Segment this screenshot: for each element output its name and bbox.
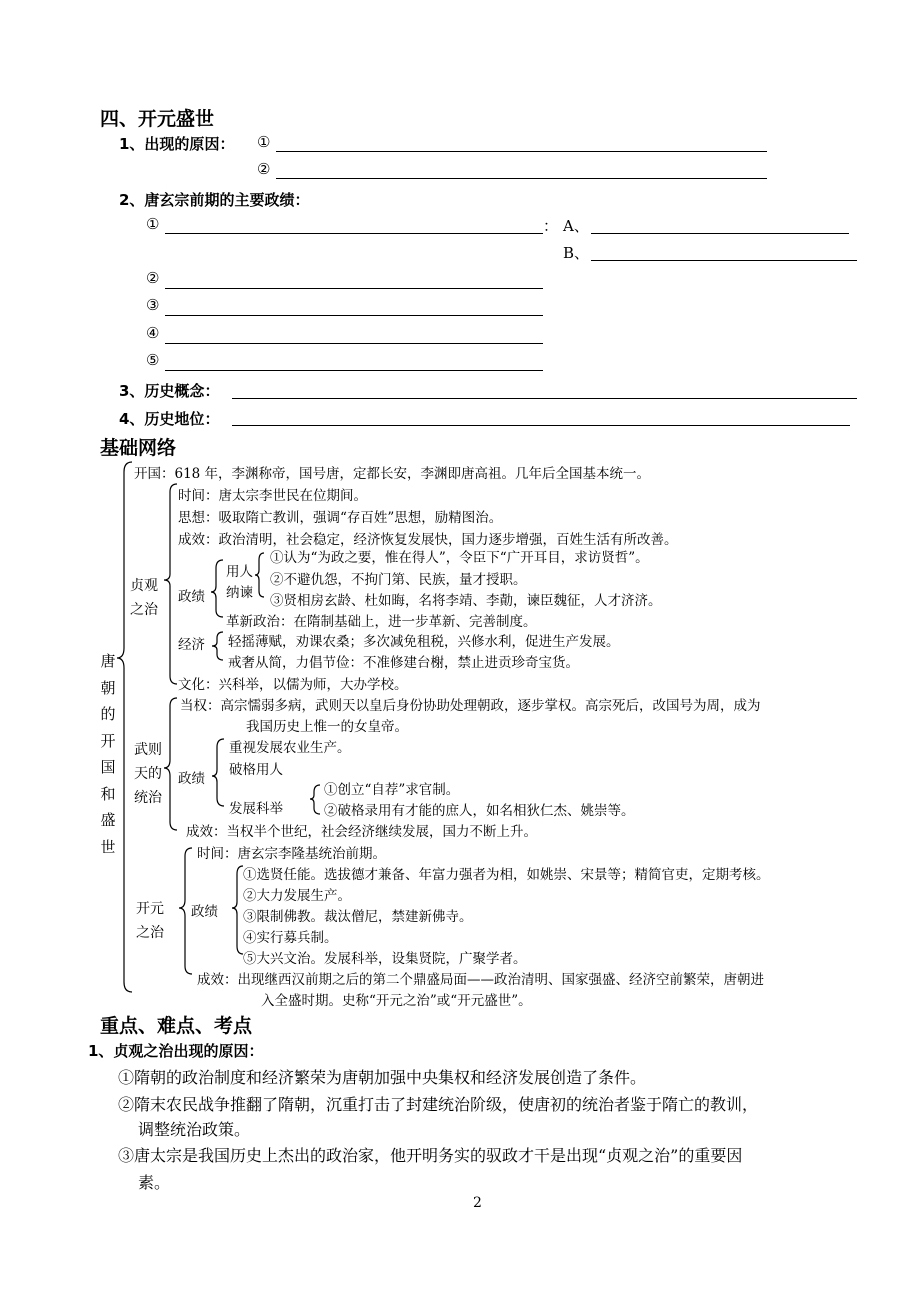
question-2-colon: ： xyxy=(543,217,559,235)
kaiyuan-policy-2: ②大力发展生产。 xyxy=(243,888,351,904)
kaiyuan-policy-4: ④实行募兵制。 xyxy=(243,930,338,946)
wuzetian-result: 成效：当权半个世纪，社会经济继续发展，国力不断上升。 xyxy=(186,824,537,840)
question-4-label: 4、历史地位： xyxy=(119,410,220,428)
wuzetian-power-1: 当权：高宗懦弱多病，武则天以皇后身份协助处理朝政，逐步掌权。高宗死后，改国号为周，成为 xyxy=(180,698,761,714)
question-1-marker-2: ② xyxy=(257,160,271,178)
zhenguan-economy-label: 经济 xyxy=(178,637,205,653)
page-number: 2 xyxy=(473,1195,482,1211)
question-2-marker-4: ④ xyxy=(146,324,160,342)
root-label: 唐朝的开国和盛世 xyxy=(100,652,116,856)
question-2-sub-a: A、 xyxy=(563,217,589,235)
network-title: 基础网络 xyxy=(100,437,177,459)
wuzetian-policy-2: 破格用人 xyxy=(229,762,283,778)
kaiyuan-policy-1: ①选贤任能。选拔德才兼备、年富力强者为相，如姚崇、宋景等；精简官吏，定期考核。 xyxy=(243,867,770,883)
kaiyuan-politics-label: 政绩 xyxy=(191,904,218,920)
wuzetian-policy-3: 发展科举 xyxy=(229,801,283,817)
zhenguan-policy-2: ②不避仇怨，不拘门第、民族，量才授职。 xyxy=(270,572,527,588)
wuzetian-policy-1: 重视发展农业生产。 xyxy=(229,740,351,756)
zhenguan-economy-2: 戒奢从简，力倡节俭：不准修建台榭，禁止进贡珍奇宝货。 xyxy=(228,655,579,671)
question-2-label: 2、唐玄宗前期的主要政绩： xyxy=(119,191,310,209)
question-2-marker-3: ③ xyxy=(146,296,160,314)
wuzetian-exam-2: ②破格录用有才能的庶人，如名相狄仁杰、姚崇等。 xyxy=(324,803,635,819)
zhenguan-culture: 文化：兴科举，以儒为师，大办学校。 xyxy=(178,677,408,693)
zhenguan-policy-1: ①认为“为政之要，惟在得人”，令臣下“广开耳目，求访贤哲”。 xyxy=(270,550,649,566)
section-title: 四、开元盛世 xyxy=(100,108,215,130)
yongren-label: 用人 xyxy=(226,564,253,580)
zhenguan-reform: 革新政治：在隋制基础上，进一步革新、完善制度。 xyxy=(226,614,537,630)
wuzetian-label: 武则天的统治 xyxy=(134,742,162,806)
kaiyuan-time: 时间：唐玄宗李隆基统治前期。 xyxy=(197,846,386,862)
kaiyuan-label: 开元之治 xyxy=(136,901,164,941)
wuzetian-politics-label: 政绩 xyxy=(178,771,205,787)
keypoints-reason-1: ①隋朝的政治制度和经济繁荣为唐朝加强中央集权和经济发展创造了条件。 xyxy=(118,1068,647,1087)
question-2-marker-2: ② xyxy=(146,269,160,287)
kaiyuan-policy-5: ⑤大兴文治。发展科举，设集贤院，广聚学者。 xyxy=(243,951,527,967)
question-1-marker-1: ① xyxy=(257,133,271,151)
kaiyuan-policy-3: ③限制佛教。裁汰僧尼，禁建新佛寺。 xyxy=(243,909,473,925)
keypoints-reason-2a: ②隋末农民战争推翻了隋朝，沉重打击了封建统治阶级，使唐初的统治者鉴于隋亡的教训， xyxy=(118,1095,759,1114)
zhenguan-economy-1: 轻摇薄赋，劝课农桑；多次减免租税，兴修水利，促进生产发展。 xyxy=(228,634,620,650)
najian-label: 纳谏 xyxy=(226,585,253,601)
keypoints-reason-3b: 素。 xyxy=(138,1173,171,1192)
question-2-marker-1: ① xyxy=(146,215,160,233)
kaiyuan-result-2: 入全盛时期。史称“开元之治”或“开元盛世”。 xyxy=(261,993,532,1009)
kaiyuan-result-1: 成效：出现继西汉前期之后的第二个鼎盛局面——政治清明、国家强盛、经济空前繁荣，唐朝进 xyxy=(197,972,764,988)
wuzetian-power-2: 我国历史上惟一的女皇帝。 xyxy=(246,719,408,735)
keypoints-question-1: 1、贞观之治出现的原因： xyxy=(88,1042,264,1060)
question-1-label: 1、出现的原因： xyxy=(119,135,235,153)
zhenguan-time: 时间：唐太宗李世民在位期间。 xyxy=(178,488,367,504)
zhenguan-politics-label: 政绩 xyxy=(178,589,205,605)
zhenguan-label: 贞观之治 xyxy=(130,578,158,618)
question-2-sub-b: B、 xyxy=(563,244,590,262)
keypoints-reason-2b: 调整统治政策。 xyxy=(138,1120,251,1139)
question-2-marker-5: ⑤ xyxy=(146,351,160,369)
keypoints-title: 重点、难点、考点 xyxy=(100,1015,253,1037)
keypoints-reason-3a: ③唐太宗是我国历史上杰出的政治家，他开明务实的驭政才干是出现“贞观之治”的重要因 xyxy=(118,1146,743,1165)
zhenguan-policy-3: ③贤相房玄龄、杜如晦，名将李靖、李勣，谏臣魏征，人才济济。 xyxy=(270,593,662,609)
founding-line: 开国：618 年，李渊称帝，国号唐，定都长安，李渊即唐高祖。几年后全国基本统一。 xyxy=(134,466,651,482)
wuzetian-exam-1: ①创立“自荐”求官制。 xyxy=(324,782,460,798)
question-3-label: 3、历史概念： xyxy=(119,382,220,400)
zhenguan-thought: 思想：吸取隋亡教训，强调“存百姓”思想，励精图治。 xyxy=(178,510,503,526)
zhenguan-result: 成效：政治清明，社会稳定，经济恢复发展快，国力逐步增强，百姓生活有所改善。 xyxy=(178,532,678,548)
